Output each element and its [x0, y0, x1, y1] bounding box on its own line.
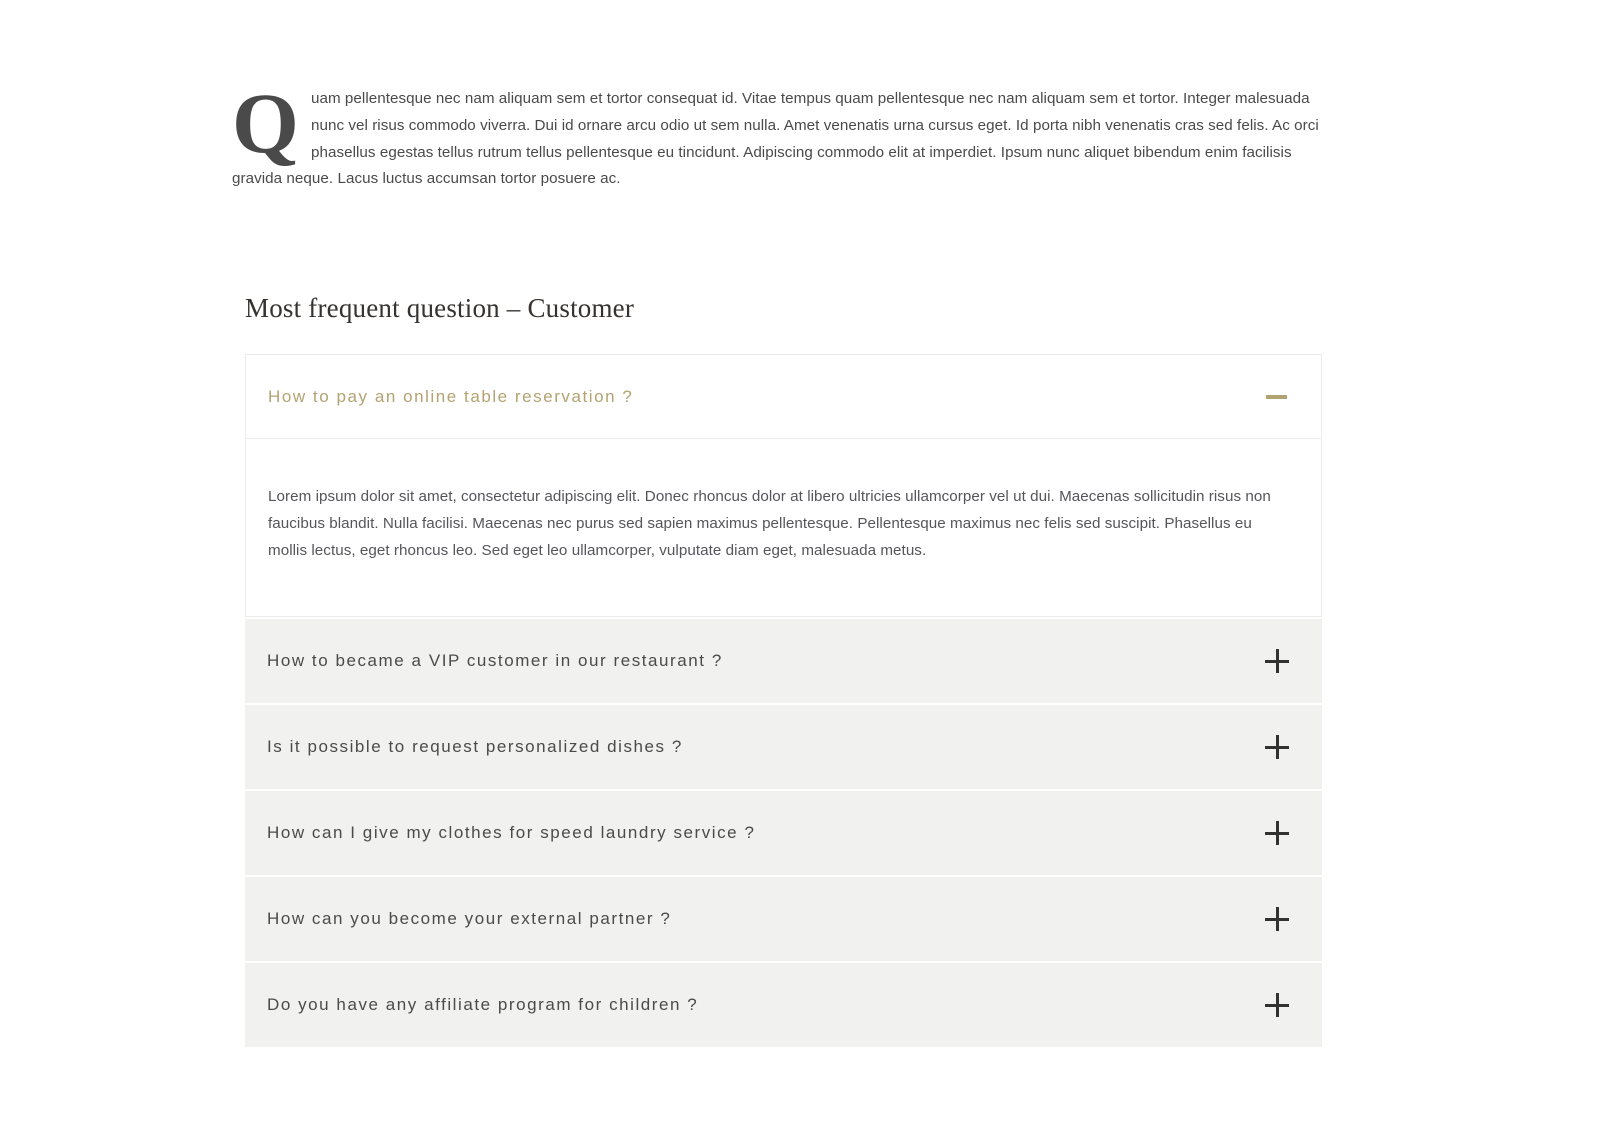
accordion-header[interactable] — [245, 619, 1322, 703]
plus-icon[interactable] — [1264, 992, 1290, 1018]
accordion-item[interactable] — [245, 354, 1322, 617]
plus-icon[interactable] — [1264, 734, 1290, 760]
accordion-answer-panel — [246, 439, 1321, 616]
accordion-answer: Lorem ipsum dolor sit amet, consectetur adipiscing elit. Donec rhoncus dolor at libero ultricies ullamcorper vel ut dui. Maecenas sollicitudin risus non faucibus blandit. Nulla facilisi. Maecenas nec purus sed sapien maximus pellentesque. Pellentesque maximus nec felis sed suscipit. Phasellus eu mollis lectus, eget rhoncus leo. Sed eget leo ullamcorper, vulputate diam eget, malesuada metus. — [268, 488, 1271, 559]
accordion-question: How to became a VIP customer in our restaurant ? — [267, 651, 723, 670]
accordion-header[interactable] — [245, 705, 1322, 789]
accordion-header[interactable] — [246, 355, 1321, 439]
accordion-item[interactable] — [245, 703, 1322, 789]
intro-paragraph — [232, 75, 1332, 193]
accordion-item[interactable] — [245, 961, 1322, 1047]
plus-icon[interactable] — [1264, 906, 1290, 932]
accordion-item[interactable] — [245, 875, 1322, 961]
accordion-question: Do you have any affiliate program for children ? — [267, 995, 699, 1014]
accordion-question: Is it possible to request personalized dishes ? — [267, 737, 683, 756]
intro-paragraph-text: uam pellentesque nec nam aliquam sem et tortor consequat id. Vitae tempus quam pellentesque nec nam aliquam sem et tortor. Integer malesuada nunc vel risus commodo viverra. Dui id ornare arcu odio ut sem nulla. Amet venenatis urna cursus eget. Id porta nibh venenatis cras sed felis. Ac orci phasellus egestas tellus rutrum tellus pellentesque eu tincidunt. Adipiscing commodo elit at imperdiet. Ipsum nunc aliquet bibendum enim facilisis gravida neque. Lacus luctus accumsan tortor posuere ac. — [232, 90, 1319, 188]
accordion-header[interactable] — [245, 877, 1322, 961]
plus-icon-bar-vertical — [1276, 649, 1279, 673]
section-heading: Most frequent question – Customer — [245, 293, 635, 323]
accordion-header[interactable] — [245, 791, 1322, 875]
minus-icon[interactable] — [1263, 384, 1289, 410]
plus-icon-bar-vertical — [1276, 735, 1279, 759]
accordion-header[interactable] — [245, 963, 1322, 1047]
plus-icon-bar-vertical — [1276, 821, 1279, 845]
accordion-item[interactable] — [245, 789, 1322, 875]
intro-paragraph-block — [232, 75, 1332, 193]
plus-icon[interactable] — [1264, 648, 1290, 674]
drop-cap-letter: Q — [232, 75, 299, 171]
accordion-question: How can you become your external partner ? — [267, 909, 672, 928]
plus-icon-bar-vertical — [1276, 907, 1279, 931]
minus-icon-bar — [1266, 395, 1287, 399]
plus-icon[interactable] — [1264, 820, 1290, 846]
accordion-item[interactable] — [245, 617, 1322, 703]
plus-icon-bar-vertical — [1276, 993, 1279, 1017]
faq-accordion — [245, 354, 1322, 1047]
accordion-question: How can I give my clothes for speed laundry service ? — [267, 823, 756, 842]
accordion-question: How to pay an online table reservation ? — [268, 386, 634, 406]
